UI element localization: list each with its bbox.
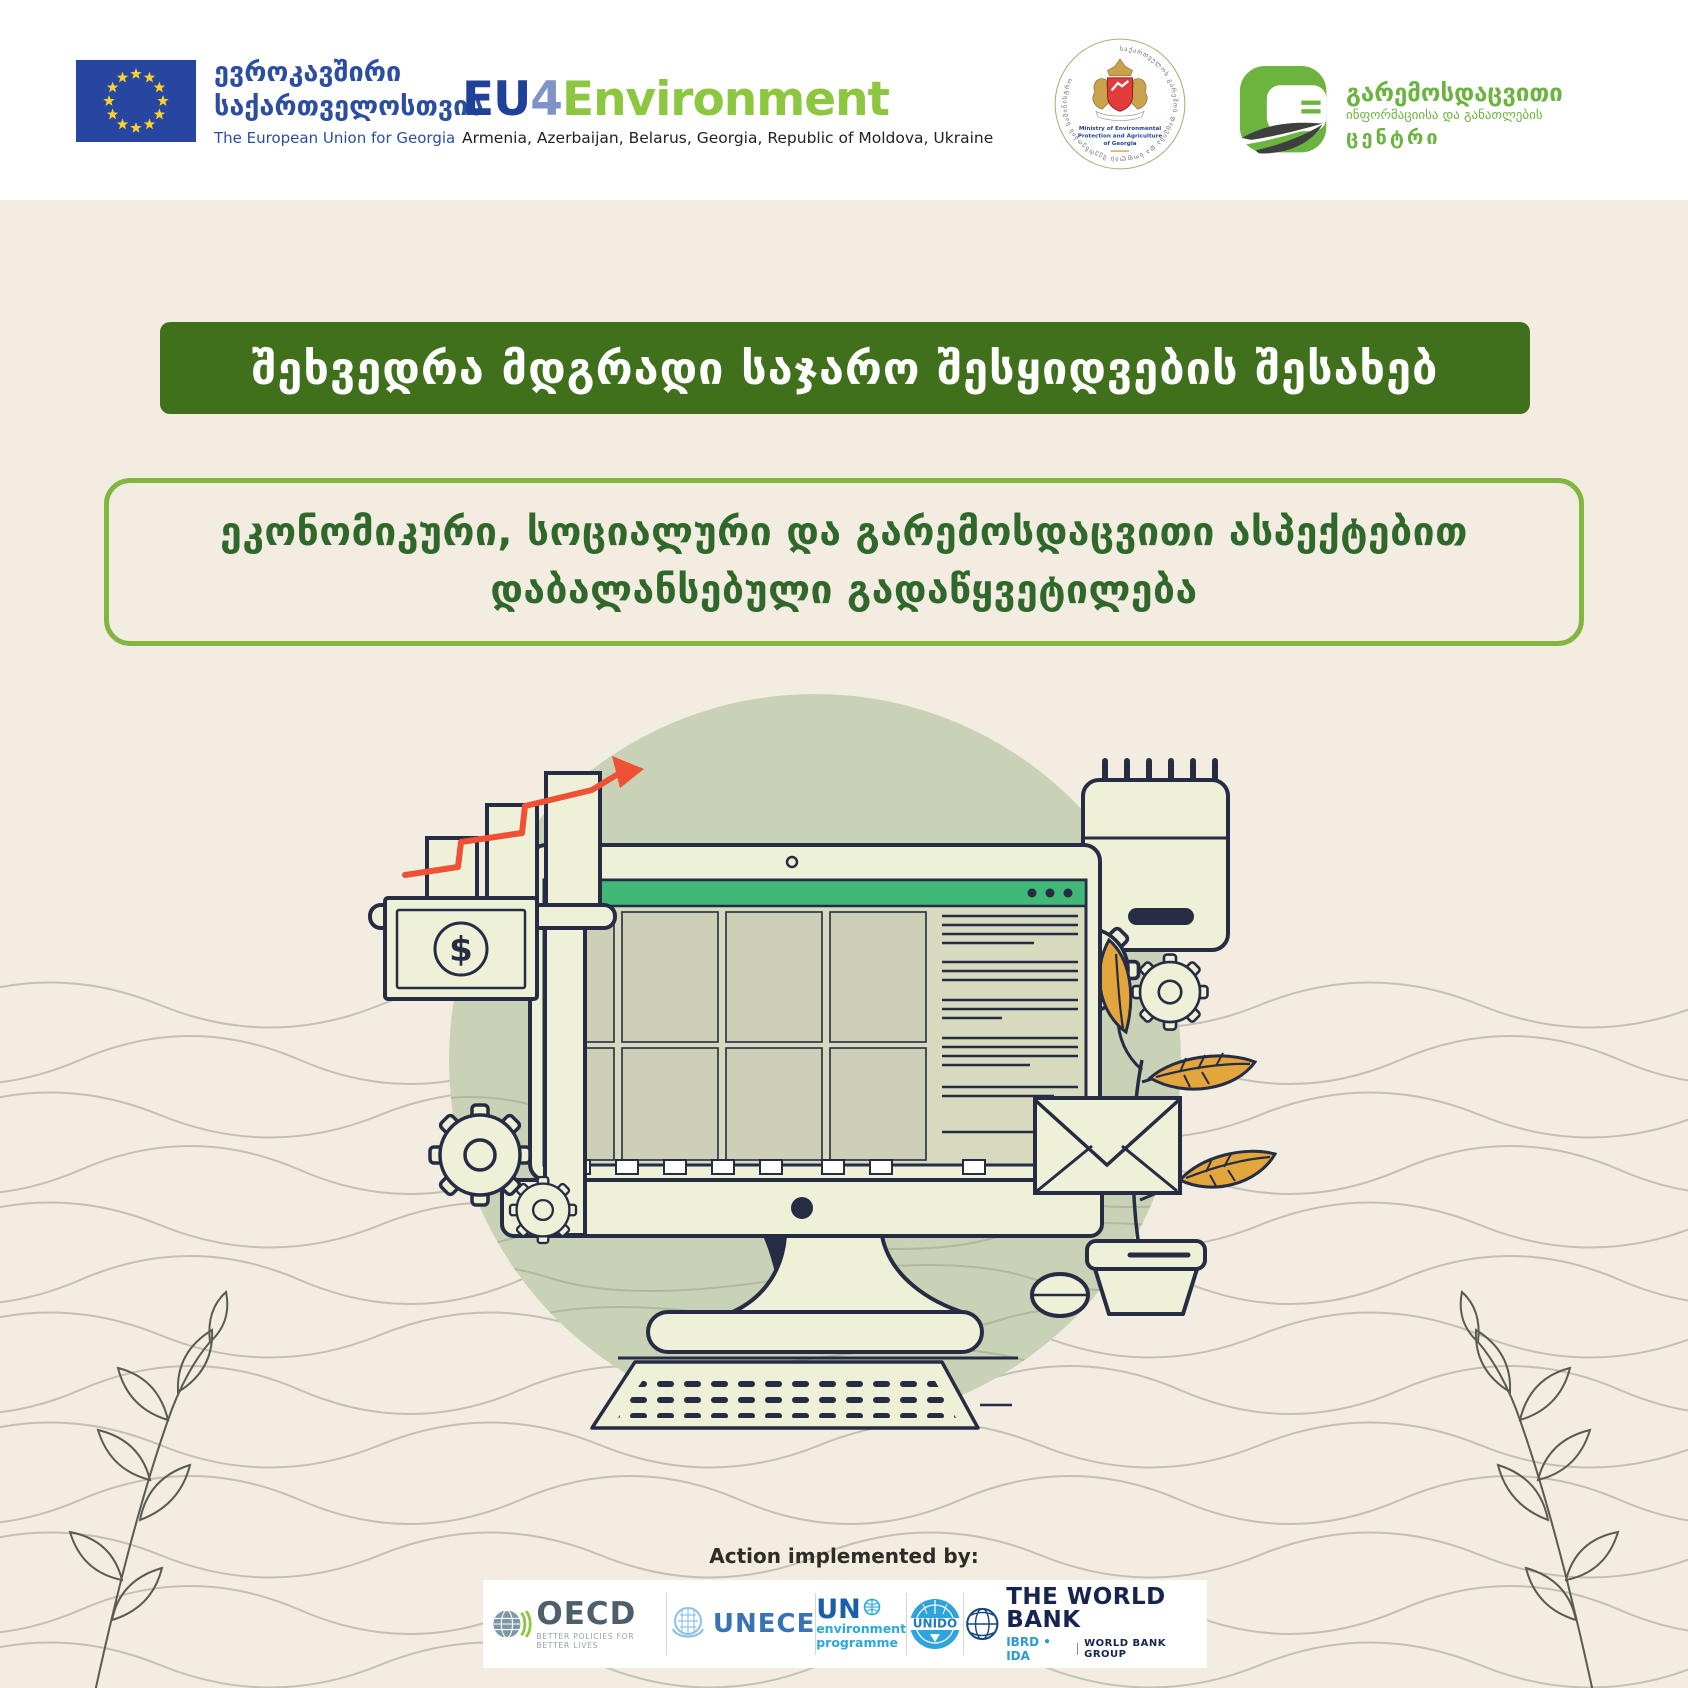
- browser-bar-icon: [544, 880, 1086, 906]
- eu4environment-logo: [462, 72, 994, 147]
- gear-icon: [430, 1105, 530, 1205]
- envelope-icon: [1035, 1098, 1180, 1193]
- header-bar: [0, 0, 1688, 200]
- eu4environment-wordmark: [462, 72, 993, 127]
- ministry-seal-icon: [1052, 36, 1188, 172]
- ministry-logo: [1052, 36, 1188, 176]
- worldbank-text: [1006, 1583, 1199, 1663]
- unep-logo: [816, 1594, 907, 1651]
- oecd-tagline: BETTER POLICIES FOR BETTER LIVES: [536, 1631, 635, 1650]
- unep-line1: environment: [816, 1621, 907, 1637]
- oecd-logo: [491, 1595, 666, 1650]
- mouse-icon: [1032, 1274, 1088, 1316]
- title-banner: [160, 322, 1530, 414]
- eu4env-part-4: 4: [530, 72, 562, 127]
- unece-emblem-icon: [667, 1603, 709, 1645]
- gear-icon: [1133, 955, 1208, 1030]
- oecd-text: [536, 1595, 666, 1650]
- subtitle-box: [104, 478, 1584, 646]
- money-icon: [385, 898, 537, 999]
- worldbank-ibrd-ida: IBRD • IDA: [1006, 1634, 1051, 1663]
- browser-dots-icon: [1028, 889, 1073, 898]
- eiec-icon: [1238, 64, 1334, 164]
- eiec-logo: [1238, 64, 1563, 164]
- screen-grid: [552, 912, 926, 1160]
- ministry-name-line1: Ministry of Environmental: [1078, 126, 1162, 133]
- poster-title: შეხვედრა მდგრადი საჯარო შესყიდვების შესახებ: [251, 341, 1439, 395]
- dollar-sign: $: [449, 930, 473, 970]
- green-procurement-illustration: [330, 640, 1290, 1440]
- eiec-logo-text: [1346, 80, 1563, 149]
- oecd-name: OECD: [536, 1595, 637, 1632]
- eu-english-subtitle: The European Union for Georgia: [214, 128, 456, 147]
- worldbank-subline: [1006, 1635, 1199, 1663]
- worldbank-globe-icon: [964, 1601, 1001, 1647]
- keyboard-icon: [592, 1362, 1012, 1428]
- unep-wordmark: [816, 1594, 906, 1626]
- subtitle-line2: დაბალანსებული გადაწყვეტილება: [490, 568, 1198, 613]
- unido-logo: [907, 1596, 963, 1652]
- unep-emblem-icon: [863, 1598, 881, 1616]
- worldbank-logo: [964, 1583, 1199, 1663]
- unido-emblem-icon: [907, 1596, 963, 1652]
- eu-flag-icon: [76, 60, 196, 142]
- gear-icon: [510, 1177, 576, 1243]
- flower-pot-icon: [1087, 1241, 1205, 1314]
- eu4env-part-eu: EU: [462, 72, 531, 127]
- ministry-name-line2: Protection and Agriculture: [1077, 133, 1163, 140]
- eu-logo-text: [214, 56, 484, 147]
- unece-logo: [667, 1603, 815, 1645]
- unido-name: UNIDO: [912, 1616, 958, 1631]
- seal-georgian-ring-text: საქართველოს გარემოს დაცვისა და სოფლის მეურნეობის სამინისტრო: [1061, 45, 1179, 163]
- divider: [1077, 1643, 1078, 1655]
- worldbank-group: WORLD BANK GROUP: [1084, 1637, 1166, 1660]
- unep-un: UN: [816, 1594, 861, 1626]
- eiec-line1: გარემოსდაცვითი: [1346, 78, 1563, 107]
- eiec-line2: ინფორმაციისა და განათლების: [1346, 108, 1543, 124]
- eu4env-part-environment: Environment: [561, 72, 890, 127]
- footer-caption: Action implemented by:: [709, 1544, 979, 1568]
- oecd-globe-icon: [491, 1602, 532, 1646]
- eu-georgian-line2: საქართველოსთვის: [214, 90, 484, 122]
- subtitle-line1: ეკონომიკური, სოციალური და გარემოსდაცვითი ასპექტებით: [220, 509, 1468, 555]
- unep-line2: programme: [816, 1635, 898, 1651]
- ministry-name-line3: of Georgia: [1103, 140, 1137, 147]
- eu-georgian-line1: ევროკავშირი: [214, 57, 402, 88]
- monitor-power-dot-icon: [791, 1197, 813, 1219]
- eu-logo: [76, 56, 484, 147]
- implementers-logo-strip: [483, 1580, 1207, 1668]
- eu4env-countries: Armenia, Azerbaijan, Belarus, Georgia, Republic of Moldova, Ukraine: [462, 129, 994, 147]
- corner-plant-left-icon: [70, 1292, 227, 1688]
- eiec-line3: ცენტრი: [1346, 125, 1441, 150]
- unece-name: UNECE: [712, 1609, 816, 1639]
- worldbank-name: THE WORLD BANK: [1006, 1583, 1166, 1633]
- calendar-icon: [1083, 758, 1228, 950]
